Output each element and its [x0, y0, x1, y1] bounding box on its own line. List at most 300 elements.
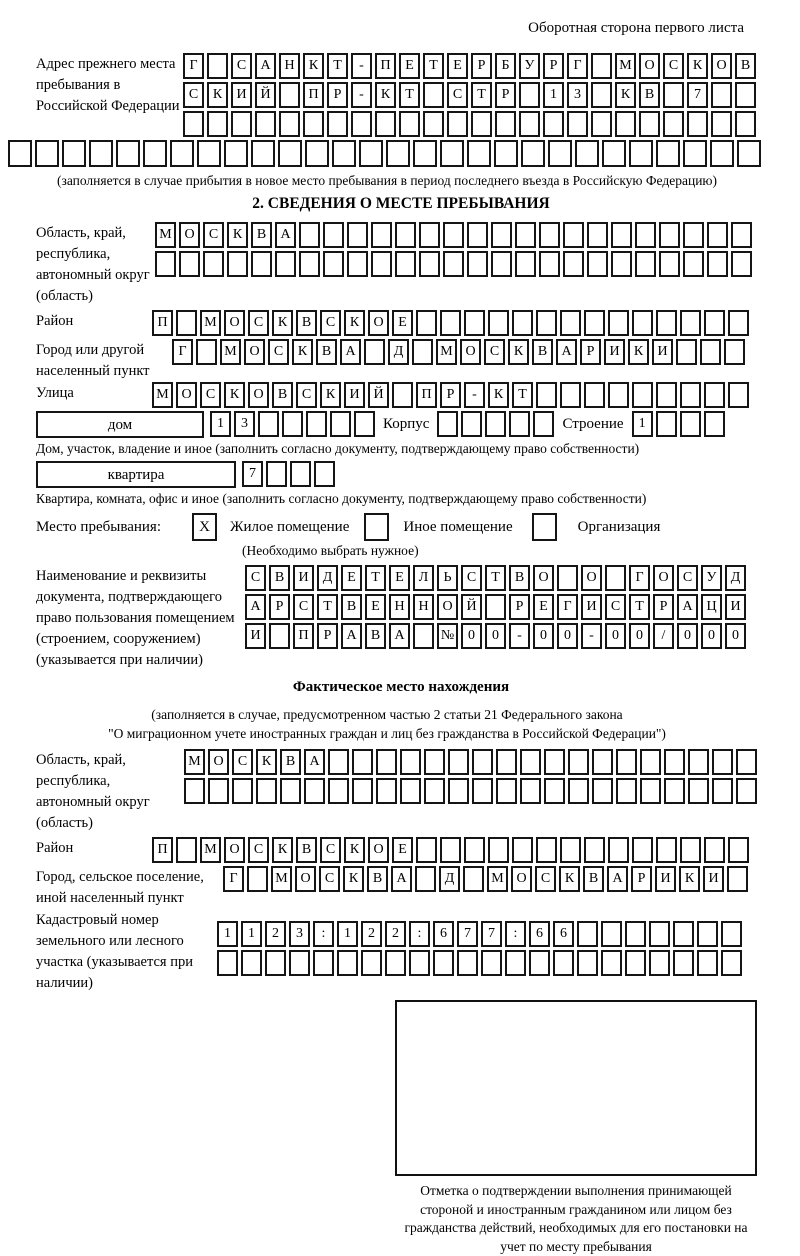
char-cell: Т [471, 82, 492, 108]
char-cell [364, 339, 385, 365]
char-cell [663, 111, 684, 137]
char-cell: 3 [289, 921, 310, 947]
char-cell [282, 411, 303, 437]
char-cell [676, 339, 697, 365]
char-cell [247, 866, 268, 892]
char-cell [488, 310, 509, 336]
char-cell: Р [653, 594, 674, 620]
char-cell [625, 921, 646, 947]
char-cell: Д [439, 866, 460, 892]
char-cell: 1 [337, 921, 358, 947]
char-cell [544, 749, 565, 775]
char-cell: А [245, 594, 266, 620]
char-cell: А [304, 749, 325, 775]
char-cell [443, 251, 464, 277]
char-cell [536, 382, 557, 408]
option-inoe-label: Иное помещение [403, 518, 513, 535]
char-cell [728, 382, 749, 408]
char-cell: В [341, 594, 362, 620]
char-cell: С [268, 339, 289, 365]
char-cell: Г [172, 339, 193, 365]
char-grid-kvartira [242, 461, 335, 487]
char-cell: К [488, 382, 509, 408]
char-cell [587, 222, 608, 248]
char-cell: И [293, 565, 314, 591]
char-cell: Б [495, 53, 516, 79]
char-cell: О [176, 382, 197, 408]
field-row-dom [36, 411, 766, 438]
char-cell: Н [389, 594, 410, 620]
prev-address-label: Адрес прежнего места пребывания в Российской Федерации [36, 56, 180, 114]
field-row-ulitsa [36, 382, 766, 408]
char-cell [605, 565, 626, 591]
char-cell: С [484, 339, 505, 365]
char-cell: Р [543, 53, 564, 79]
char-cell [515, 222, 536, 248]
char-cell [683, 222, 704, 248]
char-grid-ulitsa [152, 382, 749, 408]
char-cell [440, 140, 464, 167]
oblast-label: Область, край, республика, автономный округ (область) [36, 225, 150, 304]
char-cell [448, 749, 469, 775]
char-cell: № [437, 623, 458, 649]
char-cell [461, 411, 482, 437]
char-cell: Т [629, 594, 650, 620]
char-cell: А [275, 222, 296, 248]
char-cell [424, 749, 445, 775]
char-cell [143, 140, 167, 167]
char-cell [419, 251, 440, 277]
char-cell: Р [509, 594, 530, 620]
char-cell: И [245, 623, 266, 649]
char-grid-gorod [172, 339, 745, 365]
char-cell [354, 411, 375, 437]
char-cell: 2 [361, 921, 382, 947]
char-cell: / [653, 623, 674, 649]
document-label: Наименование и реквизиты документа, подтверждающего право пользования помещением (строением, сооружением) (указывается при наличии) [36, 568, 235, 668]
char-cell [680, 411, 701, 437]
char-cell [568, 778, 589, 804]
char-cell [376, 749, 397, 775]
char-cell [467, 140, 491, 167]
gorod-label: Город или другой населенный пункт [36, 342, 150, 379]
char-cell: А [389, 623, 410, 649]
char-cell [553, 950, 574, 976]
char-cell: О [437, 594, 458, 620]
char-cell: С [245, 565, 266, 591]
char-cell: С [663, 53, 684, 79]
char-cell: И [344, 382, 365, 408]
kadastr-label: Кадастровый номер земельного или лесного участка (указывается при наличии) [36, 912, 193, 991]
char-cell [155, 251, 176, 277]
char-cell: С [605, 594, 626, 620]
char-cell [385, 950, 406, 976]
char-cell: : [505, 921, 526, 947]
char-cell: 0 [725, 623, 746, 649]
char-cell: М [155, 222, 176, 248]
char-cell [265, 950, 286, 976]
char-cell [584, 310, 605, 336]
char-cell: С [296, 382, 317, 408]
char-cell [337, 950, 358, 976]
char-cell [467, 251, 488, 277]
korpus-label: Корпус [383, 416, 430, 432]
char-cell: В [280, 749, 301, 775]
dom-box: дом [36, 411, 204, 438]
fact-section-note [8, 705, 766, 743]
char-cell: Й [255, 82, 276, 108]
char-cell: 1 [210, 411, 231, 437]
char-cell [224, 140, 248, 167]
char-cell: 1 [632, 411, 653, 437]
char-cell: К [343, 866, 364, 892]
char-cell [494, 140, 518, 167]
char-cell [704, 382, 725, 408]
char-cell: Г [557, 594, 578, 620]
field-row-gorod [36, 339, 766, 382]
stamp-box [395, 1000, 757, 1176]
char-cell: А [391, 866, 412, 892]
char-cell: И [231, 82, 252, 108]
char-cell [656, 310, 677, 336]
fact-section-title: Фактическое место нахождения [292, 679, 510, 695]
char-cell [232, 778, 253, 804]
checkbox-zhiloe: X [192, 513, 217, 541]
char-cell [395, 251, 416, 277]
char-cell [544, 778, 565, 804]
char-cell [704, 411, 725, 437]
field-row-fact-oblast [36, 749, 766, 834]
char-grid-prev-address-3 [183, 111, 756, 137]
char-cell [577, 921, 598, 947]
char-cell [539, 251, 560, 277]
char-cell [543, 111, 564, 137]
char-cell [731, 251, 752, 277]
char-cell: 7 [687, 82, 708, 108]
char-cell [591, 82, 612, 108]
field-row-prev-address [36, 53, 766, 137]
char-cell [433, 950, 454, 976]
char-cell: Е [392, 310, 413, 336]
section-2-title: 2. СВЕДЕНИЯ О МЕСТЕ ПРЕБЫВАНИЯ [252, 195, 550, 212]
char-cell [591, 53, 612, 79]
char-cell: - [351, 82, 372, 108]
char-cell [413, 140, 437, 167]
char-cell [467, 222, 488, 248]
char-cell [347, 251, 368, 277]
char-cell [89, 140, 113, 167]
char-cell: К [628, 339, 649, 365]
char-cell [448, 778, 469, 804]
char-cell [697, 921, 718, 947]
char-cell [330, 411, 351, 437]
char-cell [592, 778, 613, 804]
char-cell [515, 251, 536, 277]
char-cell [735, 82, 756, 108]
char-cell: С [461, 565, 482, 591]
char-cell: М [487, 866, 508, 892]
char-cell [62, 140, 86, 167]
char-cell [496, 749, 517, 775]
char-cell [376, 778, 397, 804]
char-cell [602, 140, 626, 167]
char-cell [304, 778, 325, 804]
char-cell [736, 749, 757, 775]
char-cell: И [655, 866, 676, 892]
char-cell: С [248, 310, 269, 336]
char-cell [464, 837, 485, 863]
char-cell: В [735, 53, 756, 79]
char-cell [275, 251, 296, 277]
char-cell [443, 222, 464, 248]
char-cell [290, 461, 311, 487]
char-cell [491, 251, 512, 277]
char-cell [170, 140, 194, 167]
field-row-fact-raion [36, 837, 766, 863]
char-cell [485, 411, 506, 437]
field-row-mesto-prebyvaniya [36, 513, 766, 541]
fact-raion-label: Район [36, 840, 74, 856]
char-cell [688, 749, 709, 775]
char-cell [347, 222, 368, 248]
char-cell [179, 251, 200, 277]
char-cell [707, 222, 728, 248]
char-cell [306, 411, 327, 437]
char-cell [351, 111, 372, 137]
char-cell: Ц [701, 594, 722, 620]
char-cell: 6 [529, 921, 550, 947]
char-cell: П [416, 382, 437, 408]
char-cell [711, 82, 732, 108]
char-cell: М [200, 310, 221, 336]
char-cell: У [701, 565, 722, 591]
stamp-caption: Отметка о подтверждении выполнения принимающей стороной и иностранным гражданином или лицом без гражданства действий, необходимых для его постановки на учет по месту пребывания [404, 1183, 748, 1254]
char-grid-document-1 [245, 565, 746, 591]
char-cell: Е [533, 594, 554, 620]
char-cell [371, 222, 392, 248]
char-cell: П [152, 310, 173, 336]
char-cell [352, 778, 373, 804]
char-cell: В [316, 339, 337, 365]
char-cell [464, 310, 485, 336]
char-cell [519, 82, 540, 108]
char-cell [505, 950, 526, 976]
char-cell [721, 921, 742, 947]
char-cell: 0 [461, 623, 482, 649]
fact-note-line2: "О миграционном учете иностранных граждан и лиц без гражданства в Российской Федерации") [108, 726, 666, 741]
field-row-document [36, 565, 766, 671]
char-cell: М [220, 339, 241, 365]
char-cell [656, 837, 677, 863]
char-cell: Е [341, 565, 362, 591]
char-cell: 0 [485, 623, 506, 649]
char-cell: Й [368, 382, 389, 408]
char-cell: К [292, 339, 313, 365]
char-cell [423, 82, 444, 108]
char-cell [683, 140, 707, 167]
char-cell [241, 950, 262, 976]
char-cell: Р [440, 382, 461, 408]
char-cell: Р [317, 623, 338, 649]
char-cell [519, 111, 540, 137]
char-cell [386, 140, 410, 167]
char-cell: Е [365, 594, 386, 620]
char-cell: Ь [437, 565, 458, 591]
char-cell [520, 749, 541, 775]
char-cell [512, 310, 533, 336]
char-cell [592, 749, 613, 775]
char-cell [472, 778, 493, 804]
char-cell: К [375, 82, 396, 108]
char-cell: Е [392, 837, 413, 863]
char-cell: В [296, 310, 317, 336]
kvartira-box: квартира [36, 461, 236, 488]
char-cell: Р [495, 82, 516, 108]
char-cell: 0 [557, 623, 578, 649]
char-cell: В [509, 565, 530, 591]
char-cell: Т [365, 565, 386, 591]
char-cell [400, 749, 421, 775]
char-cell [700, 339, 721, 365]
char-cell: Д [317, 565, 338, 591]
char-cell: К [344, 837, 365, 863]
char-cell: К [227, 222, 248, 248]
char-cell: С [319, 866, 340, 892]
char-cell [683, 251, 704, 277]
mesto-note: (Необходимо выбрать нужное) [242, 543, 419, 558]
char-grid-kadastr-2 [217, 950, 742, 976]
char-cell [704, 837, 725, 863]
char-cell [649, 950, 670, 976]
char-cell [536, 837, 557, 863]
char-cell: М [200, 837, 221, 863]
option-zhiloe-label: Жилое помещение [230, 518, 350, 535]
char-cell: О [639, 53, 660, 79]
char-cell: Е [447, 53, 468, 79]
char-cell [575, 140, 599, 167]
char-cell: С [232, 749, 253, 775]
char-cell: О [208, 749, 229, 775]
char-cell [639, 111, 660, 137]
char-cell [608, 837, 629, 863]
char-cell: Г [629, 565, 650, 591]
char-cell [521, 140, 545, 167]
char-cell [615, 111, 636, 137]
char-cell: Г [567, 53, 588, 79]
char-grid-korpus [437, 411, 554, 437]
char-cell: К [224, 382, 245, 408]
char-cell [529, 950, 550, 976]
char-cell: М [436, 339, 457, 365]
char-cell: О [248, 382, 269, 408]
char-cell: Й [461, 594, 482, 620]
char-cell: С [447, 82, 468, 108]
char-cell: - [351, 53, 372, 79]
char-cell [710, 140, 734, 167]
field-row-fact-gorod [36, 866, 766, 909]
char-grid-oblast-2 [155, 251, 752, 277]
char-cell: Е [399, 53, 420, 79]
char-cell [488, 837, 509, 863]
char-cell: В [296, 837, 317, 863]
stamp-area [395, 1000, 757, 1256]
char-cell: В [532, 339, 553, 365]
char-cell [608, 310, 629, 336]
char-cell [416, 310, 437, 336]
char-cell: К [679, 866, 700, 892]
char-cell: 7 [481, 921, 502, 947]
char-cell: Е [389, 565, 410, 591]
char-cell [400, 778, 421, 804]
char-cell: М [184, 749, 205, 775]
char-cell: 3 [567, 82, 588, 108]
char-cell [8, 140, 32, 167]
char-cell [485, 594, 506, 620]
char-cell: Т [399, 82, 420, 108]
char-cell [299, 251, 320, 277]
char-cell: В [272, 382, 293, 408]
char-cell [539, 222, 560, 248]
char-cell: Р [327, 82, 348, 108]
char-cell: 3 [234, 411, 255, 437]
char-cell: В [367, 866, 388, 892]
char-cell [323, 251, 344, 277]
char-cell: К [559, 866, 580, 892]
char-cell [680, 310, 701, 336]
char-cell [659, 222, 680, 248]
char-cell [197, 140, 221, 167]
char-cell: У [519, 53, 540, 79]
char-cell [305, 140, 329, 167]
char-cell [548, 140, 572, 167]
char-cell [625, 950, 646, 976]
checkbox-organizaciya [532, 513, 557, 541]
char-cell: Н [279, 53, 300, 79]
char-cell: О [711, 53, 732, 79]
char-cell [203, 251, 224, 277]
char-cell: К [272, 310, 293, 336]
char-cell [640, 778, 661, 804]
char-cell: - [581, 623, 602, 649]
char-cell [412, 339, 433, 365]
char-cell [664, 778, 685, 804]
char-cell: К [256, 749, 277, 775]
checkbox-inoe [364, 513, 389, 541]
char-cell [266, 461, 287, 487]
char-grid-fact-gorod [223, 866, 748, 892]
char-cell: Т [423, 53, 444, 79]
char-cell: Н [413, 594, 434, 620]
char-cell: В [365, 623, 386, 649]
ulitsa-label: Улица [36, 385, 74, 401]
char-cell [697, 950, 718, 976]
char-cell [491, 222, 512, 248]
char-cell [481, 950, 502, 976]
char-cell: П [303, 82, 324, 108]
char-cell: - [464, 382, 485, 408]
char-cell [280, 778, 301, 804]
char-cell: К [303, 53, 324, 79]
char-cell [656, 382, 677, 408]
char-cell [632, 382, 653, 408]
char-cell [557, 565, 578, 591]
char-cell: С [535, 866, 556, 892]
char-cell [611, 222, 632, 248]
char-cell: Р [580, 339, 601, 365]
char-cell: Г [183, 53, 204, 79]
char-cell [409, 950, 430, 976]
prev-address-note: (заполняется в случае прибытия в новое место пребывания в период последнего въезда в Российскую Федерацию) [56, 173, 718, 188]
